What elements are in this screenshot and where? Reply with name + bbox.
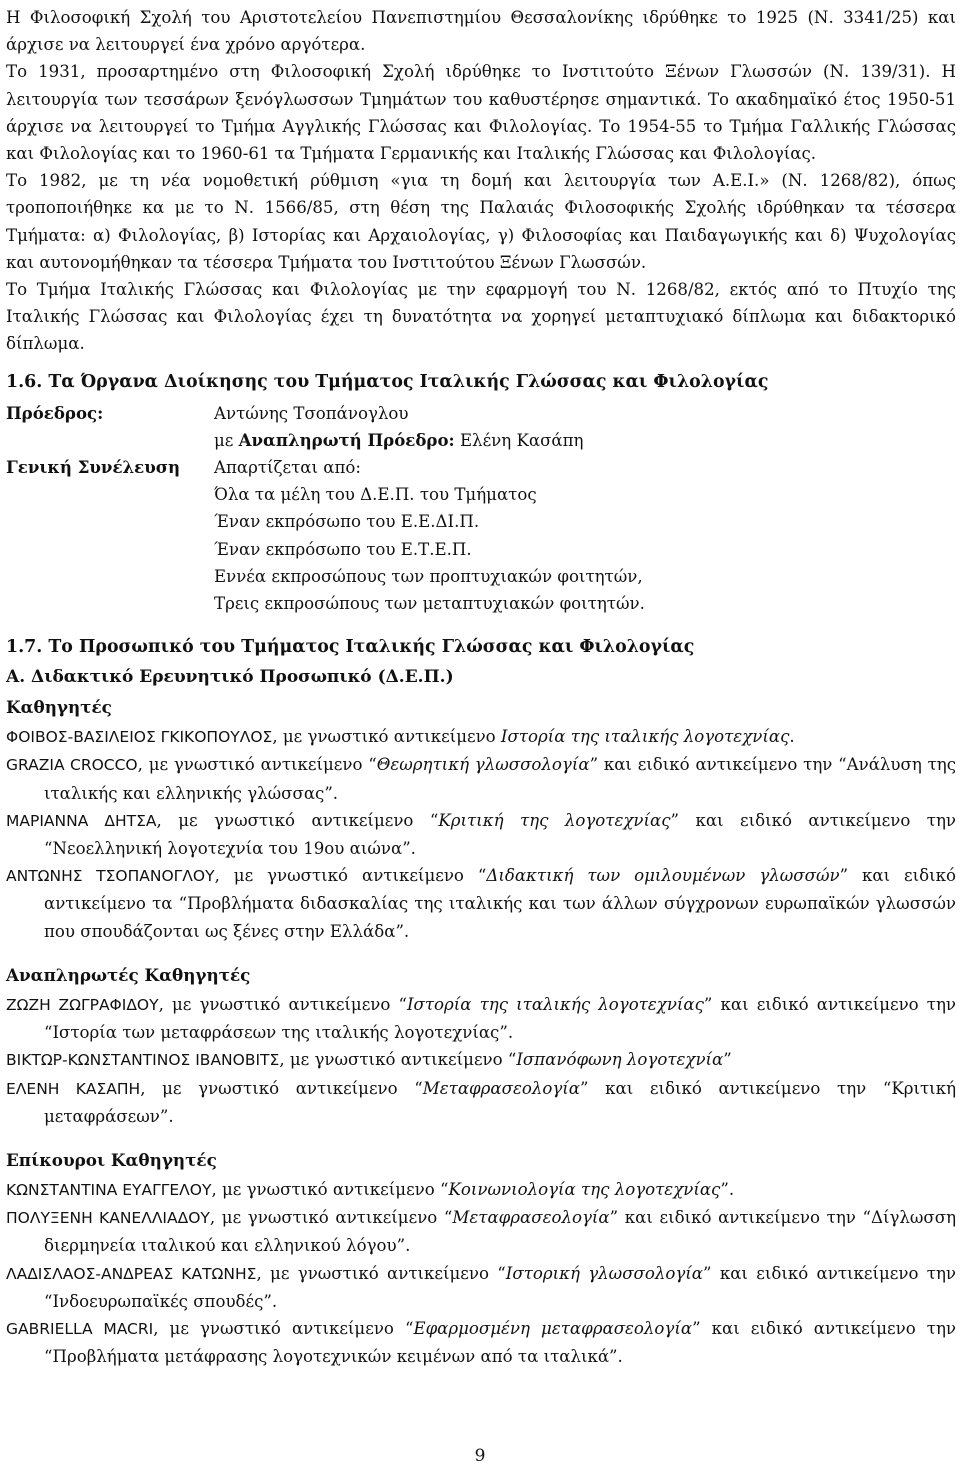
staff-name: ΜΑΡΙΑΝΝΑ ΔΗΤΣΑ	[6, 811, 157, 830]
staff-entry	[6, 1315, 956, 1370]
governance-table	[6, 400, 645, 618]
staff-text: .	[789, 727, 795, 747]
intro-paragraph-4: Το Τμήμα Ιταλικής Γλώσσας και Φιλολογίας με την εφαρμογή του Ν. 1268/82, εκτός από το Πτυχίο της Ιταλικής Γλώσσας και Φιλολογίας έχει τη δυνατότητα να χορηγεί μεταπτυχιακό δίπλωμα και διδακτορικό δίπλωμα.	[6, 280, 956, 354]
vice-president-name: Ελένη Κασάπη	[454, 430, 584, 450]
staff-text: , με γνωστικό αντικείμενο “	[158, 994, 407, 1014]
staff-text: , με γνωστικό αντικείμενο	[272, 727, 501, 747]
staff-entry	[6, 1204, 956, 1259]
staff-subject: Ιστορία της ιταλικής λογοτεχνίας	[500, 727, 790, 747]
staff-name: GABRIELLA MACRI	[6, 1319, 154, 1338]
staff-text: , με γνωστικό αντικείμενο “	[211, 1179, 449, 1199]
staff-subject: Κοινωνιολογία της λογοτεχνίας	[448, 1179, 721, 1199]
assembly-line: Απαρτίζεται από:	[214, 458, 361, 478]
vice-president-line: με Αναπληρωτή Πρόεδρο: Ελένη Κασάπη	[214, 429, 584, 450]
staff-entry	[6, 1176, 956, 1204]
staff-entry	[6, 751, 956, 806]
section-1-7-subtitle: Α. Διδακτικό Ερευνητικό Προσωπικό (Δ.Ε.Π.)	[6, 667, 454, 688]
staff-subject: Κριτική της λογοτεχνίας	[438, 810, 671, 830]
staff-subject: Διδακτική των ομιλουμένων γλωσσών	[486, 866, 840, 886]
vice-president-label: Αναπληρωτή Πρόεδρο:	[238, 429, 455, 450]
document-page	[6, 4, 956, 1370]
intro-paragraph-3: Το 1982, με τη νέα νομοθετική ρύθμιση «για τη δομή και λειτουργία των Α.Ε.Ι.» (Ν. 1268/82), όπως τροποποιήθηκε κα με το Ν. 1566/85, στη θέση της Παλαιάς Φιλοσοφικής Σχολής ιδρύθηκαν τα τέσσερα Τμήματα: α) Φιλολογίας, β) Ιστορίας και Αρχαιολογίας, γ) Φιλοσοφίας και Παιδαγωγικής και δ) Ψυχολογίας και αυτονομήθηκαν τα τέσσερα Τμήματα του Ινστιτούτου Ξένων Γλωσσών.	[6, 171, 956, 272]
staff-entry	[6, 807, 956, 862]
assembly-line: Εννέα εκπροσώπους των προπτυχιακών φοιτητών,	[214, 566, 643, 586]
staff-subject: Ιστορική γλωσσολογία	[505, 1263, 703, 1283]
staff-entry	[6, 723, 956, 751]
staff-name: ΠΟΛΥΞΕΝΗ ΚΑΝΕΛΛΙΑΔΟΥ	[6, 1209, 210, 1228]
intro-paragraph-2: Το 1931, προσαρτημένο στη Φιλοσοφική Σχολή ιδρύθηκε το Ινστιτούτο Ξένων Γλωσσών (Ν. 139/31). Η λειτουργία των τεσσάρων ξενόγλωσσων Τμημάτων του καθυστέρησε σημαντικά. Το ακαδημαϊκό έτος 1950-51 άρχισε να λειτουργεί το Τμήμα Αγγλικής Γλώσσας και Φιλολογίας. Το 1954-55 το Τμήμα Γαλλικής Γλώσσας και Φιλολογίας και το 1960-61 τα Τμήματα Γερμανικής και Ιταλικής Γλώσσας και Φιλολογίας.	[6, 62, 956, 164]
staff-name: ΑΝΤΩΝΗΣ ΤΣΟΠΑΝΟΓΛΟΥ	[6, 867, 215, 886]
staff-name: GRAZIA CROCCO	[6, 756, 138, 775]
staff-name: ΒΙΚΤΩΡ-ΚΩΝΣΤΑΝΤΙΝΟΣ ΙΒΑΝΟΒΙΤΣ	[6, 1051, 280, 1070]
staff-text: ” και ειδικό αντικείμενο την “Ανάλυση της ιταλικής και ελληνικής γλώσσας”.	[44, 755, 956, 803]
staff-entry	[6, 862, 956, 945]
staff-subject: Εφαρμοσμένη μεταφρασεολογία	[413, 1318, 693, 1338]
section-1-7-title: 1.7. Το Προσωπικό του Τμήματος Ιταλικής Γλώσσας και Φιλολογίας	[6, 637, 695, 658]
staff-text: ” και ειδικό αντικείμενο την “Προβλήματα μετάφρασης λογοτεχνικών κειμένων από τα ιταλικά”.	[44, 1318, 956, 1367]
staff-subject: Ιστορία της ιταλικής λογοτεχνίας	[406, 994, 704, 1014]
staff-subject: Μεταφρασεολογία	[452, 1208, 610, 1228]
page-number: 9	[474, 1446, 486, 1466]
staff-entry	[6, 1075, 956, 1130]
staff-text: , με γνωστικό αντικείμενο “	[153, 1318, 414, 1338]
staff-text: , με γνωστικό αντικείμενο “	[256, 1263, 506, 1283]
staff-entry	[6, 1046, 956, 1074]
staff-text: ” και ειδικό αντικείμενο τα “Προβλήματα διδασκαλίας της ιταλικής και των άλλων σύγχρονων ευρωπαϊκών γλωσσών που σπουδάζονται ως ξένες στην Ελλάδα”.	[44, 866, 957, 941]
assembly-line: Έναν εκπρόσωπο του Ε.Τ.Ε.Π.	[214, 539, 472, 559]
staff-name: ΛΑΔΙΣΛΑΟΣ-ΑΝΔΡΕΑΣ ΚΑΤΩΝΗΣ	[6, 1264, 257, 1283]
staff-text: ” και ειδικό αντικείμενο την “Ιστορία των μεταφράσεων της ιταλικής λογοτεχνίας”.	[44, 994, 956, 1043]
assembly-line: Όλα τα μέλη του Δ.Ε.Π. του Τμήματος	[214, 485, 537, 505]
assembly-line: Έναν εκπρόσωπο του Ε.Ε.ΔΙ.Π.	[214, 512, 480, 532]
staff-text: , με γνωστικό αντικείμενο “	[156, 810, 439, 830]
assembly-label: Γενική Συνέλευση	[6, 457, 181, 478]
staff-text: ”	[723, 1050, 732, 1070]
staff-text: , με γνωστικό αντικείμενο “	[140, 1078, 423, 1098]
staff-subject: Μεταφρασεολογία	[422, 1078, 580, 1098]
section-1-6-title: 1.6. Τα Όργανα Διοίκησης του Τμήματος Ιταλικής Γλώσσας και Φιλολογίας	[6, 371, 769, 392]
staff-text: ” και ειδικό αντικείμενο την “Νεοελληνική λογοτεχνία του 19ου αιώνα”.	[44, 810, 956, 859]
president-name: Αντώνης Τσοπάνογλου	[214, 403, 409, 423]
staff-text: ”.	[720, 1179, 735, 1199]
staff-name: ΕΛΕΝΗ ΚΑΣΑΠΗ	[6, 1079, 141, 1098]
president-label: Πρόεδρος:	[6, 402, 104, 423]
staff-text: ” και ειδικό αντικείμενο την “Κριτική μεταφράσεων”.	[44, 1078, 957, 1126]
staff-text: ” και ειδικό αντικείμενο την “Ινδοευρωπαϊκές σπουδές”.	[44, 1263, 957, 1311]
staff-entry	[6, 991, 956, 1046]
professors-heading: Καθηγητές	[6, 697, 112, 718]
staff-text: , με γνωστικό αντικείμενο “	[209, 1208, 453, 1228]
professors-list	[6, 723, 956, 945]
associate-professors-list	[6, 991, 956, 1130]
staff-text: ” και ειδικό αντικείμενο την “Δίγλωσση διερμηνεία ιταλικού και ελληνικού λόγου”.	[44, 1208, 957, 1256]
staff-subject: Θεωρητική γλωσσολογία	[376, 755, 590, 775]
staff-name: ΖΩΖΗ ΖΩΓΡΑΦΙΔΟΥ	[6, 995, 159, 1014]
assembly-line: Τρεις εκπροσώπους των μεταπτυχιακών φοιτητών.	[214, 594, 645, 614]
assistant-professors-list	[6, 1176, 956, 1370]
staff-entry	[6, 1260, 956, 1315]
staff-text: , με γνωστικό αντικείμενο “	[279, 1050, 517, 1070]
staff-text: , με γνωστικό αντικείμενο “	[137, 755, 377, 775]
assistant-professors-heading: Επίκουροι Καθηγητές	[6, 1149, 217, 1170]
staff-text: , με γνωστικό αντικείμενο “	[214, 866, 487, 886]
staff-subject: Ισπανόφωνη λογοτεχνία	[516, 1050, 724, 1070]
associate-professors-heading: Αναπληρωτές Καθηγητές	[6, 964, 251, 985]
staff-name: ΦΟΙΒΟΣ-ΒΑΣΙΛΕΙΟΣ ΓΚΙΚΟΠΟΥΛΟΣ	[6, 728, 273, 747]
intro-paragraph-1: Η Φιλοσοφική Σχολή του Αριστοτελείου Πανεπιστημίου Θεσσαλονίκης ιδρύθηκε το 1925 (Ν. 3341/25) και άρχισε να λειτουργεί ένα χρόνο αργότερα.	[6, 8, 956, 55]
staff-name: ΚΩΝΣΤΑΝΤΙΝΑ ΕΥΑΓΓΕΛΟΥ	[6, 1180, 212, 1199]
